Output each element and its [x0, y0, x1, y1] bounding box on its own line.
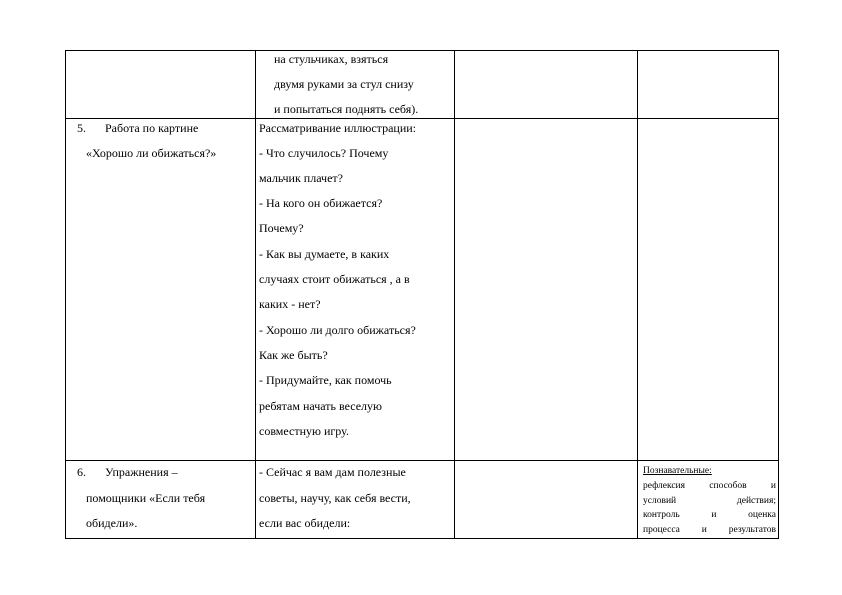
activity-text-line: случаях стоит обижаться , а в: [259, 272, 410, 286]
activity-text-line: ребятам начать веселую: [259, 399, 382, 413]
activity-text-line: Почему?: [259, 221, 304, 235]
uud-word: и: [701, 525, 707, 535]
uud-word: и: [770, 481, 776, 491]
table-border-top: [65, 50, 779, 51]
activity-text-line: Рассматривание иллюстрации:: [259, 121, 417, 135]
activity-text-line: Как же быть?: [259, 348, 328, 362]
uud-text-line: [643, 525, 776, 536]
uud-text-line: [643, 496, 776, 507]
uud-word: результатов: [728, 525, 776, 535]
stage-title: Упражнения –: [105, 465, 178, 479]
row-number: 6.: [77, 465, 86, 479]
uud-word: условий: [643, 496, 677, 506]
table-column-divider-3: [637, 50, 638, 539]
uud-heading: Познавательные:: [643, 466, 712, 476]
uud-text-line: [643, 510, 776, 521]
uud-text-line: [643, 481, 776, 492]
stage-title: помощники «Если тебя: [86, 491, 206, 505]
activity-text-line: - Как вы думаете, в каких: [259, 247, 390, 261]
table-border-left: [65, 50, 66, 539]
table-row-divider-2: [65, 460, 779, 461]
uud-word: рефлексия: [643, 481, 686, 491]
uud-word: способов: [709, 481, 747, 491]
table-border-bottom: [65, 538, 779, 539]
activity-text-line: - Сейчас я вам дам полезные: [259, 465, 406, 479]
activity-text-line: мальчик плачет?: [259, 171, 343, 185]
table-column-divider-1: [255, 50, 256, 539]
table-column-divider-2: [454, 50, 455, 539]
table-border-right: [778, 50, 779, 539]
continued-text-line: двумя руками за стул снизу: [274, 77, 414, 91]
activity-text-line: если вас обидели:: [259, 516, 351, 530]
uud-word: действия;: [736, 496, 776, 506]
uud-word: оценка: [748, 510, 776, 520]
continued-text-line: на стульчиках, взяться: [274, 52, 389, 66]
activity-text-line: - Придумайте, как помочь: [259, 373, 392, 387]
activity-text-line: - Хорошо ли долго обижаться?: [259, 323, 416, 337]
activity-text-line: каких - нет?: [259, 297, 321, 311]
activity-text-line: - На кого он обижается?: [259, 196, 383, 210]
table-row-divider-1: [65, 118, 779, 119]
activity-text-line: советы, научу, как себя вести,: [259, 491, 411, 505]
stage-title: обидели».: [86, 516, 138, 530]
activity-text-line: совместную игру.: [259, 424, 349, 438]
stage-title: «Хорошо ли обижаться?»: [86, 146, 217, 160]
continued-text-line: и попытаться поднять себя).: [274, 102, 419, 116]
activity-text-line: - Что случилось? Почему: [259, 146, 389, 160]
uud-word: процесса: [643, 525, 680, 535]
row-number: 5.: [77, 121, 86, 135]
uud-word: и: [711, 510, 717, 520]
stage-title: Работа по картине: [105, 121, 199, 135]
uud-word: контроль: [643, 510, 680, 520]
